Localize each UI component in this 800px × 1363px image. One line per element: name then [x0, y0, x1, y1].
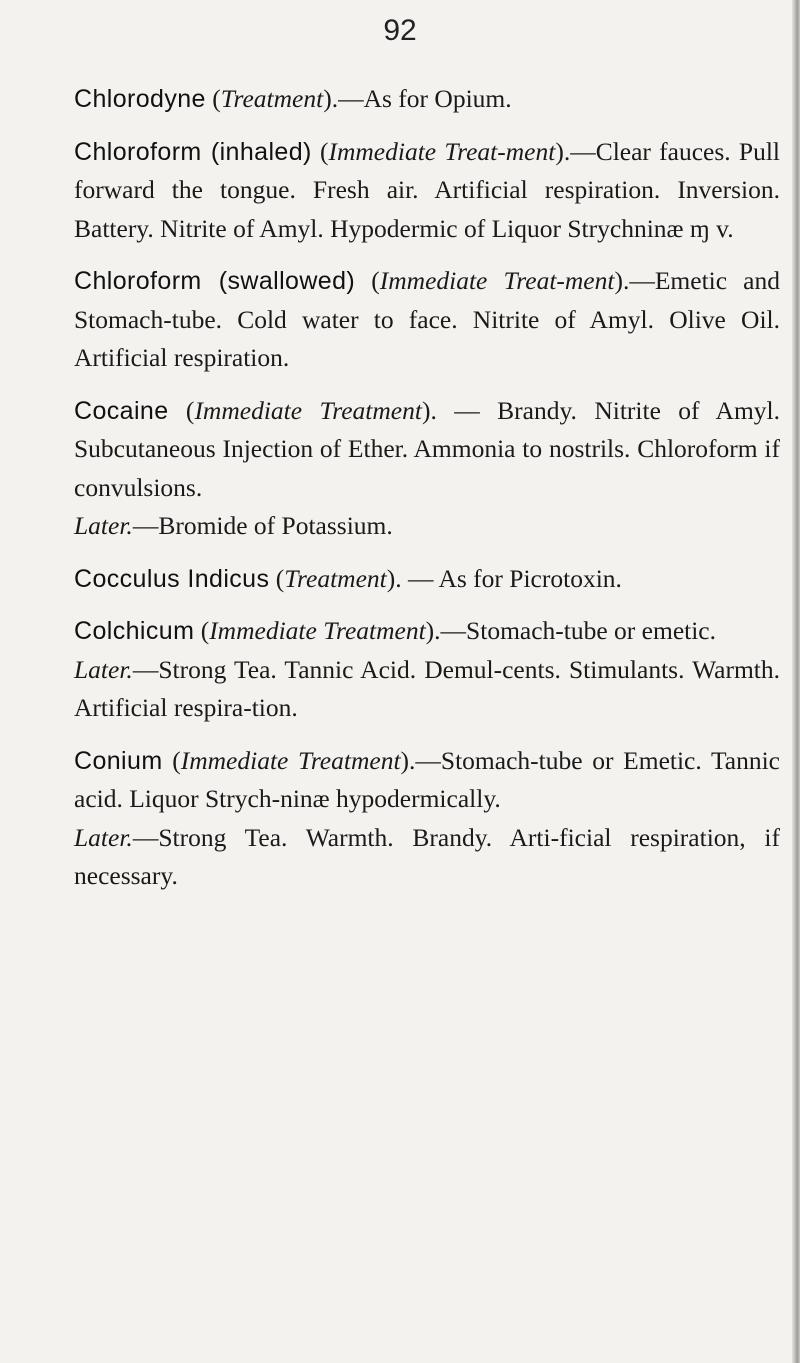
entry-main: Cocaine (Immediate Treatment). — Brandy. Nitrite of Amyl. Subcutaneous Injection of Ether. Ammonia to nostrils. Chloroform if convulsions.: [74, 395, 780, 502]
entry-qualifier: Treatment: [284, 563, 387, 593]
entry-main: Chlorodyne (Treatment).—As for Opium.: [74, 84, 512, 113]
entry-qualifier: Immediate Treat-ment: [379, 266, 615, 295]
entry-text: .—Stomach-tube or Emetic. Tannic acid. Liquor Strych-ninæ hypodermically.: [74, 745, 780, 813]
entry-chloroform-inhaled: [74, 133, 780, 249]
later-text: —Strong Tea. Tannic Acid. Demul-cents. Stimulants. Warmth. Artificial respira-tion.: [74, 654, 780, 722]
entry-heading: Conium: [74, 746, 163, 775]
entry-heading: Chloroform (swallowed): [74, 267, 356, 295]
page-content: [74, 80, 780, 910]
entry-main: Chloroform (inhaled) (Immediate Treat-ment).—Clear fauces. Pull forward the tongue. Fresh air. Artificial respiration. Inversion. Battery. Nitrite of Amyl. Hypodermic of Liquor Strychninæ ɱ v.: [74, 136, 780, 243]
entry-text: .—Emetic and Stomach-tube. Cold water to face. Nitrite of Amyl. Olive Oil. Artificial respiration.: [74, 266, 780, 372]
entry-main: Chloroform (swallowed) (Immediate Treat-ment).—Emetic and Stomach-tube. Cold water to face. Nitrite of Amyl. Olive Oil. Artificial respiration.: [74, 266, 780, 372]
entry-heading: Colchicum: [74, 617, 195, 645]
later-text: —Bromide of Potassium.: [132, 511, 393, 540]
entry-qualifier: Immediate Treatment: [180, 745, 401, 775]
entry-qualifier: Immediate Treat-ment: [328, 136, 556, 166]
entry-cocaine: [74, 392, 780, 546]
entry-later: [74, 651, 780, 728]
entry-main: Colchicum (Immediate Treatment).—Stomach-tube or emetic.: [74, 616, 717, 645]
entry-heading: Chlorodyne: [74, 85, 206, 113]
entry-qualifier: Treatment: [220, 84, 324, 113]
later-label: Later.: [74, 822, 133, 852]
entry-main: Conium (Immediate Treatment).—Stomach-tube or Emetic. Tannic acid. Liquor Strych-ninæ hypodermically.: [74, 745, 780, 813]
entry-heading: Cocaine: [74, 396, 169, 425]
entry-heading: Chloroform (inhaled): [74, 137, 312, 166]
entry-text: .—Clear fauces. Pull forward the tongue. Fresh air. Artificial respiration. Inversion. Battery. Nitrite of Amyl. Hypodermic of Liquor Strychninæ ɱ v.: [74, 136, 780, 243]
later-text: —Strong Tea. Warmth. Brandy. Arti-ficial respiration, if necessary.: [74, 822, 780, 890]
entry-colchicum: [74, 612, 780, 728]
entry-text: .—Stomach-tube or emetic.: [434, 616, 717, 645]
entry-heading: Cocculus Indicus: [74, 564, 270, 593]
page-edge: [792, 0, 800, 1363]
later-label: Later.: [74, 511, 133, 540]
entry-chloroform-swallowed: [74, 262, 780, 378]
entry-main: Cocculus Indicus (Treatment). — As for Picrotoxin.: [74, 563, 622, 593]
entry-text: .—As for Opium.: [331, 84, 512, 113]
entry-later: [74, 819, 780, 896]
entry-qualifier: Immediate Treatment: [209, 616, 426, 645]
entry-conium: [74, 742, 780, 896]
page-number: 92: [383, 14, 417, 47]
entry-chlorodyne: [74, 80, 780, 119]
entry-qualifier: Immediate Treatment: [194, 395, 422, 425]
later-label: Later.: [74, 654, 133, 684]
entry-cocculus-indicus: [74, 560, 780, 599]
entry-text: . — As for Picrotoxin.: [395, 563, 622, 593]
entry-later: [74, 507, 780, 546]
entry-text: . — Brandy. Nitrite of Amyl. Subcutaneous Injection of Ether. Ammonia to nostrils. Chloroform if convulsions.: [74, 395, 780, 502]
